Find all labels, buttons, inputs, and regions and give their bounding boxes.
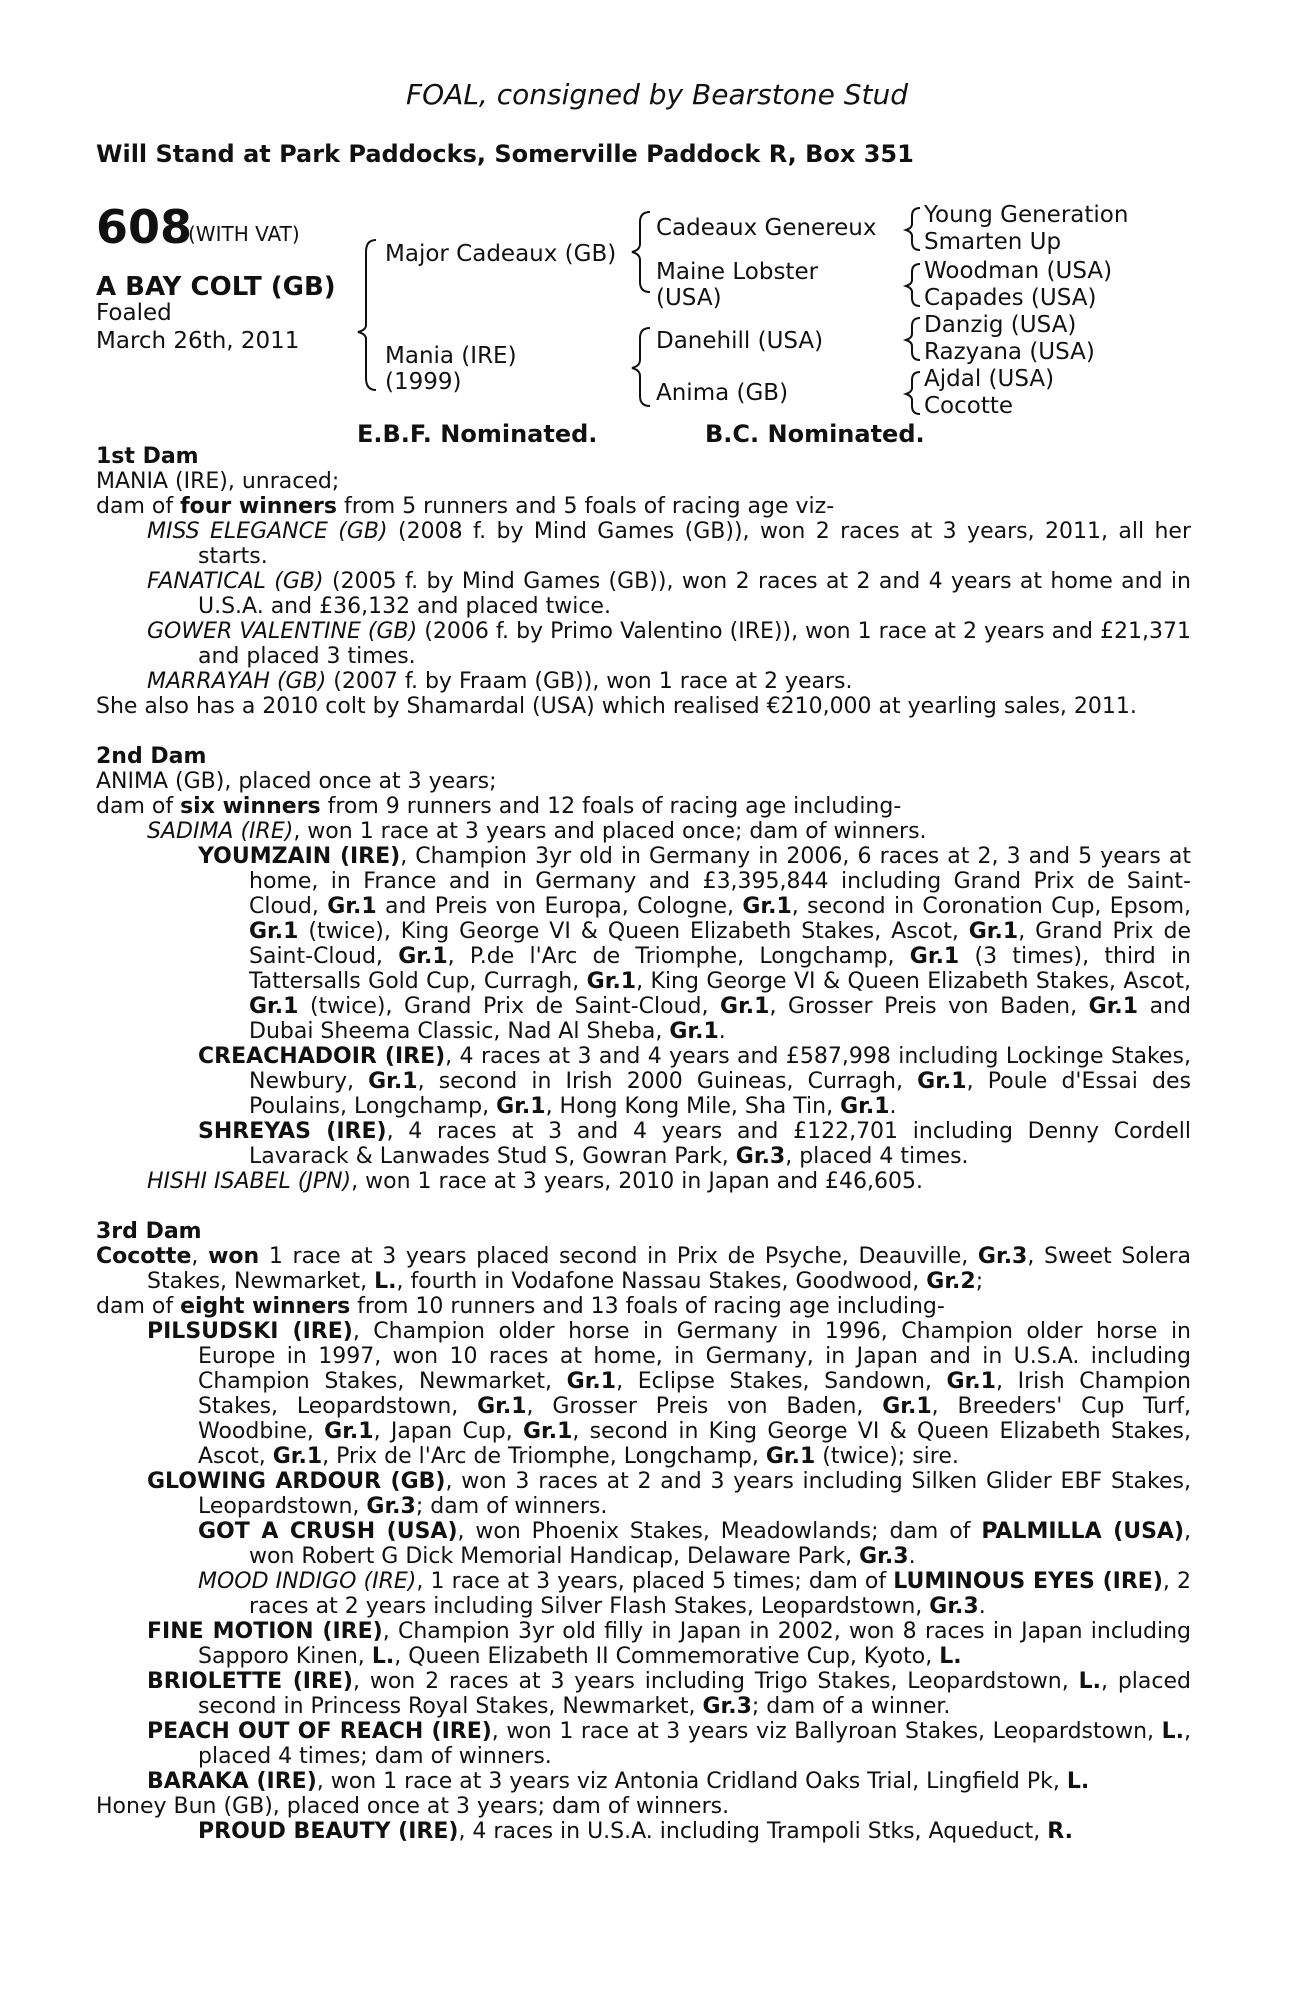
brace-ss (906, 208, 920, 250)
first-dam-produce-summary: dam of four winners from 5 runners and 5 foals of racing age viz- (96, 494, 835, 519)
pedigree-dd: Anima (GB) (656, 380, 789, 406)
pedigree-dds: Ajdal (USA) (924, 366, 1055, 392)
pedigree-dss: Danzig (USA) (924, 312, 1077, 338)
brace-sd (906, 264, 920, 306)
pedigree-dsd: Razyana (USA) (924, 339, 1095, 365)
produce-glowing-ardour: GLOWING ARDOUR (GB), won 3 races at 2 and 3 years including Silken Glider EBF Stakes, Leopardstown, Gr.3; dam of winners. (147, 1469, 1191, 1519)
produce-got-a-crush: GOT A CRUSH (USA), won Phoenix Stakes, Meadowlands; dam of PALMILLA (USA), won Robert G Dick Memorial Handicap, Delaware Park, Gr.3. (198, 1519, 1192, 1569)
third-dam-line: Cocotte, won 1 race at 3 years placed second in Prix de Psyche, Deauville, Gr.3, Sweet Solera Stakes, Newmarket, L., fourth in Vodafone Nassau Stakes, Goodwood, Gr.2; (96, 1244, 1191, 1294)
produce-honey-bun: Honey Bun (GB), placed once at 3 years; dam of winners. (96, 1794, 730, 1819)
pedigree-sd: Maine Lobster (656, 259, 819, 285)
produce-miss-elegance: MISS ELEGANCE (GB) (2008 f. by Mind Games (GB)), won 2 races at 3 years, 2011, all her starts. (147, 519, 1191, 569)
produce-youmzain: YOUMZAIN (IRE), Champion 3yr old in Germany in 2006, 6 races at 2, 3 and 5 years at home, in France and in Germany and £3,395,844 including Grand Prix de Saint-Cloud, Gr.1 and Preis von Europa, Cologne, Gr.1, second in Coronation Cup, Epsom, Gr.1 (twice), King George VI & Queen Elizabeth Stakes, Ascot, Gr.1, Grand Prix de Saint-Cloud, Gr.1, P.de l'Arc de Triomphe, Longchamp, Gr.1 (3 times), third in Tattersalls Gold Cup, Curragh, Gr.1, King George VI & Queen Elizabeth Stakes, Ascot, Gr.1 (twice), Grand Prix de Saint-Cloud, Gr.1, Grosser Preis von Baden, Gr.1 and Dubai Sheema Classic, Nad Al Sheba, Gr.1. (198, 844, 1192, 1044)
pedigree-sdd: Capades (USA) (924, 285, 1097, 311)
lot-name: A BAY COLT (GB) (96, 272, 336, 302)
bc-nominated: B.C. Nominated. (705, 420, 925, 448)
produce-proud-beauty: PROUD BEAUTY (IRE), 4 races in U.S.A. including Trampoli Stks, Aqueduct, R. (198, 1819, 1073, 1844)
produce-mood-indigo: MOOD INDIGO (IRE), 1 race at 3 years, placed 5 times; dam of LUMINOUS EYES (IRE), 2 races at 2 years including Silver Flash Stakes, Leopardstown, Gr.3. (198, 1569, 1191, 1619)
produce-sadima: SADIMA (IRE), won 1 race at 3 years and placed once; dam of winners. (147, 819, 927, 844)
pedigree-dam-year: (1999) (385, 369, 462, 395)
brace-dam (632, 328, 650, 406)
pedigree-sss: Young Generation (924, 202, 1129, 228)
stand-location: Will Stand at Park Paddocks, Somerville Paddock R, Box 351 (96, 140, 914, 168)
third-dam-heading: 3rd Dam (96, 1219, 202, 1244)
pedigree-ssd: Smarten Up (924, 229, 1062, 255)
third-dam-produce-summary: dam of eight winners from 10 runners and 13 foals of racing age including- (96, 1294, 945, 1319)
first-dam-heading: 1st Dam (96, 444, 199, 469)
brace-dd (906, 372, 920, 414)
produce-peach-out-of-reach: PEACH OUT OF REACH (IRE), won 1 race at 3 years viz Ballyroan Stakes, Leopardstown, L., placed 4 times; dam of winners. (147, 1719, 1191, 1769)
pedigree-ss: Cadeaux Genereux (656, 215, 877, 241)
vat-label: (WITH VAT) (188, 222, 300, 246)
foaled-date: March 26th, 2011 (96, 328, 300, 354)
pedigree-sire: Major Cadeaux (GB) (385, 241, 617, 267)
produce-baraka: BARAKA (IRE), won 1 race at 3 years viz Antonia Cridland Oaks Trial, Lingfield Pk, L. (147, 1769, 1090, 1794)
ebf-nominated: E.B.F. Nominated. (357, 420, 598, 448)
brace-ds (906, 318, 920, 360)
produce-creachadoir: CREACHADOIR (IRE), 4 races at 3 and 4 years and £587,998 including Lockinge Stakes, Newbury, Gr.1, second in Irish 2000 Guineas, Curragh, Gr.1, Poule d'Essai des Poulains, Longchamp, Gr.1, Hong Kong Mile, Sha Tin, Gr.1. (198, 1044, 1191, 1119)
second-dam-line: ANIMA (GB), placed once at 3 years; (96, 769, 497, 794)
lot-number: 608 (96, 200, 193, 254)
pedigree-ds: Danehill (USA) (656, 328, 824, 354)
second-dam-produce-summary: dam of six winners from 9 runners and 12 foals of racing age including- (96, 794, 902, 819)
pedigree-sd-country: (USA) (656, 285, 722, 311)
foaled-label: Foaled (96, 300, 172, 326)
produce-shreyas: SHREYAS (IRE), 4 races at 3 and 4 years and £122,701 including Denny Cordell Lavarack & Lanwades Stud S, Gowran Park, Gr.3, placed 4 times. (198, 1119, 1191, 1169)
pedigree-dam: Mania (IRE) (385, 343, 517, 369)
produce-fine-motion: FINE MOTION (IRE), Champion 3yr old filly in Japan in 2002, won 8 races in Japan including Sapporo Kinen, L., Queen Elizabeth II Commemorative Cup, Kyoto, L. (147, 1619, 1191, 1669)
brace-gen1 (358, 240, 376, 390)
first-dam-note: She also has a 2010 colt by Shamardal (USA) which realised €210,000 at yearling sales, 2011. (96, 694, 1137, 719)
produce-hishi-isabel: HISHI ISABEL (JPN), won 1 race at 3 years, 2010 in Japan and £46,605. (147, 1169, 924, 1194)
produce-marrayah: MARRAYAH (GB) (2007 f. by Fraam (GB)), won 1 race at 2 years. (147, 669, 853, 694)
produce-gower-valentine: GOWER VALENTINE (GB) (2006 f. by Primo Valentino (IRE)), won 1 race at 2 years and £21,371 and placed 3 times. (147, 619, 1192, 669)
pedigree-sds: Woodman (USA) (924, 258, 1113, 284)
produce-briolette: BRIOLETTE (IRE), won 2 races at 3 years including Trigo Stakes, Leopardstown, L., placed second in Princess Royal Stakes, Newmarket, Gr.3; dam of a winner. (147, 1669, 1191, 1719)
brace-sire (632, 212, 650, 292)
produce-pilsudski: PILSUDSKI (IRE), Champion older horse in Germany in 1996, Champion older horse in Europe in 1997, won 10 races at home, in Germany, in Japan and in U.S.A. including Champion Stakes, Newmarket, Gr.1, Eclipse Stakes, Sandown, Gr.1, Irish Champion Stakes, Leopardstown, Gr.1, Grosser Preis von Baden, Gr.1, Breeders' Cup Turf, Woodbine, Gr.1, Japan Cup, Gr.1, second in King George VI & Queen Elizabeth Stakes, Ascot, Gr.1, Prix de l'Arc de Triomphe, Longchamp, Gr.1 (twice); sire. (147, 1319, 1192, 1469)
pedigree-ddd: Cocotte (924, 393, 1014, 419)
produce-fanatical: FANATICAL (GB) (2005 f. by Mind Games (GB)), won 2 races at 2 and 4 years at home and in U.S.A. and £36,132 and placed twice. (147, 569, 1191, 619)
first-dam-line: MANIA (IRE), unraced; (96, 469, 340, 494)
second-dam-heading: 2nd Dam (96, 744, 207, 769)
catalogue-body (96, 444, 1191, 1844)
page-title: FOAL, consigned by Bearstone Stud (406, 78, 908, 111)
